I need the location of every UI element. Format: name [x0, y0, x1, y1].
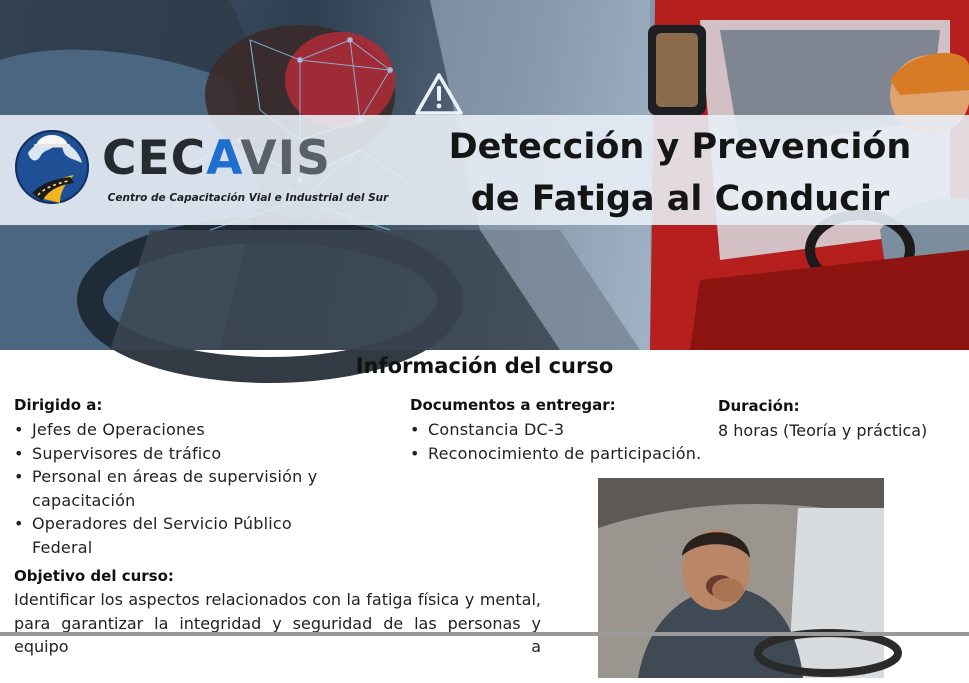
- audience-list: [14, 418, 354, 559]
- logo-word-part-3: VIS: [240, 131, 331, 186]
- globe-road-helmet-icon: [14, 129, 90, 205]
- duration-column: [718, 396, 958, 443]
- course-title-line-2: de Fatiga al Conducir: [470, 179, 890, 219]
- list-item: • Operadores del Servicio Público Federal: [14, 512, 354, 559]
- objective-text: Identificar los aspectos relacionados con la fatiga física y mental, para garantizar la integridad y seguridad de las personas y equipo a: [14, 590, 541, 656]
- audience-column: [14, 396, 354, 559]
- logo-word-part-1: CEC: [102, 131, 207, 186]
- objective-heading: Objetivo del curso:: [14, 567, 174, 585]
- course-title-line-1: Detección y Prevención: [448, 127, 912, 167]
- cecavis-logo: [14, 129, 394, 213]
- yawning-driver-illustration: [598, 478, 884, 678]
- yawning-driver-photo: [598, 478, 884, 678]
- objective-section: [14, 567, 541, 659]
- list-item: • Constancia DC-3: [410, 418, 710, 442]
- duration-heading: Duración:: [718, 397, 800, 415]
- duration-value: 8 horas (Teoría y práctica): [718, 421, 928, 440]
- title-banner: [0, 115, 969, 225]
- logo-wordmark: [102, 131, 331, 187]
- list-item: • Supervisores de tráfico: [14, 442, 354, 466]
- list-item: • Personal en áreas de supervisión y capacitación: [14, 465, 354, 512]
- audience-heading: Dirigido a:: [14, 396, 103, 414]
- section-title: Información del curso: [355, 354, 614, 378]
- list-item: • Reconocimiento de participación.: [410, 442, 710, 466]
- warning-triangle-icon: [414, 72, 464, 116]
- logo-word-part-2: A: [206, 131, 241, 186]
- documents-list: [410, 418, 710, 465]
- documents-column: [410, 396, 710, 465]
- documents-heading: Documentos a entregar:: [410, 396, 616, 414]
- logo-tagline: Centro de Capacitación Vial e Industrial del Sur: [107, 192, 389, 204]
- bottom-divider: [0, 632, 969, 636]
- course-title: [410, 121, 950, 225]
- list-item: • Jefes de Operaciones: [14, 418, 354, 442]
